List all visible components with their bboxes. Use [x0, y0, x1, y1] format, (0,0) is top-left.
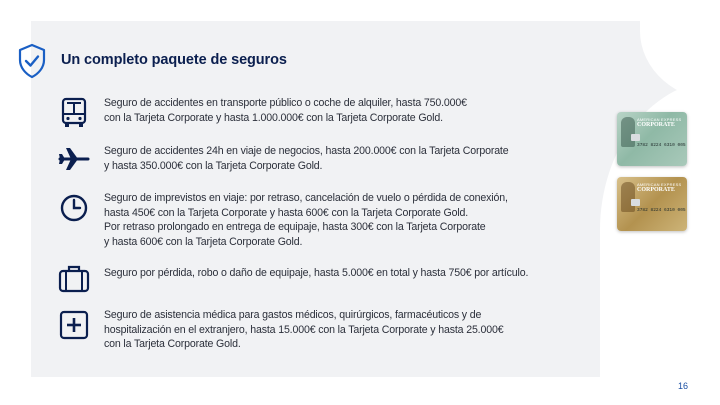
medical-cross-icon — [57, 308, 91, 342]
item-text: Seguro de accidentes 24h en viaje de negocios, hasta 200.000€ con la Tarjeta Corporate y hasta 350.000€ con la Tarjeta Corporate Gold. — [104, 145, 509, 172]
shield-check-icon — [17, 43, 47, 79]
page-title: Un completo paquete de seguros — [61, 52, 287, 68]
item-text: Seguro de accidentes en transporte público o coche de alquiler, hasta 750.000€ con la Tarjeta Corporate y hasta 1.000.000€ con la Tarjeta Corporate Gold. — [104, 97, 467, 124]
item-text: Seguro de asistencia médica para gastos médicos, quirúrgicos, farmacéuticos y de hospitalización en el extranjero, hasta 15.000€ con la Tarjeta Corporate y hasta 25.000€ con la Tarjeta Corporate Gold. — [104, 309, 504, 351]
corporate-gold-card-image: AMERICAN EXPRESS CORPORATE 3782 8224 6310 005 — [617, 177, 687, 231]
chip-icon — [631, 199, 640, 206]
centurion-logo-icon — [621, 117, 635, 147]
clock-icon — [57, 191, 91, 225]
airplane-icon — [57, 142, 91, 176]
centurion-logo-icon — [621, 182, 635, 212]
chip-icon — [631, 134, 640, 141]
page-number: 16 — [678, 381, 689, 391]
bus-icon — [57, 96, 91, 130]
corporate-card-image: AMERICAN EXPRESS CORPORATE 3782 8224 6310 005 — [617, 112, 687, 166]
item-text: Seguro de imprevistos en viaje: por retraso, cancelación de vuelo o pérdida de conexión, hasta 450€ con la Tarjeta Corporate y hasta 600€ con la Tarjeta Corporate Gold. Por retraso prolongado en entrega de equipaje, hasta 300€ con la Tarjeta Corporate y hasta 600€ con la Tarjeta Corporate Gold. — [104, 192, 508, 248]
item-text: Seguro por pérdida, robo o daño de equipaje, hasta 5.000€ en total y hasta 750€ por artículo. — [104, 267, 529, 279]
luggage-icon — [57, 262, 91, 296]
